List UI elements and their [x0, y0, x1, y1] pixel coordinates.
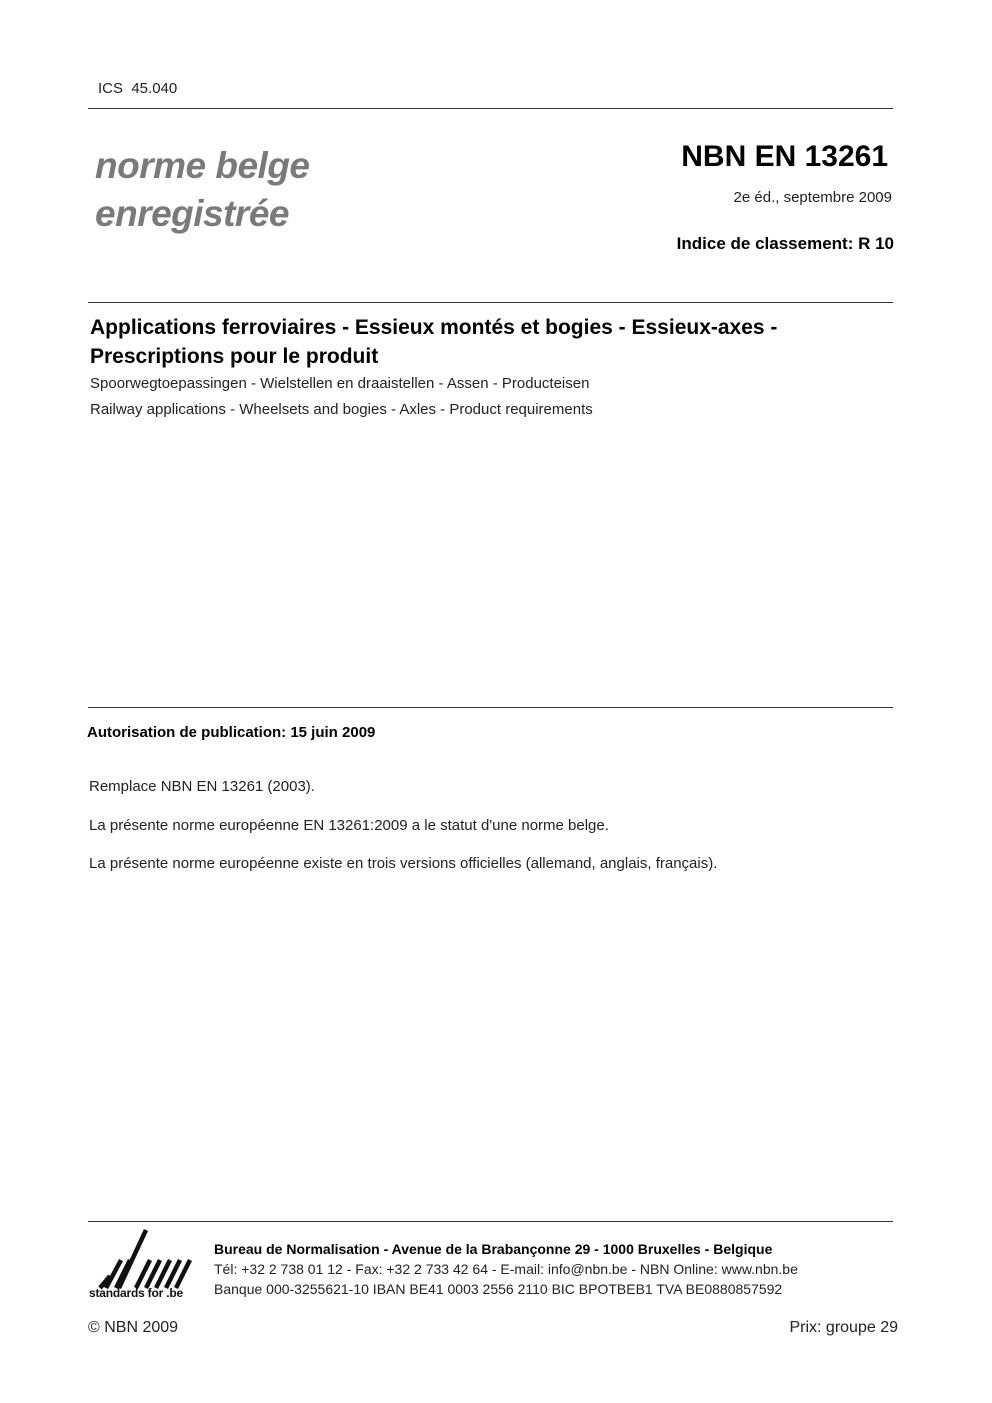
copyright-notice: © NBN 2009 — [88, 1319, 179, 1336]
classification-index: Indice de classement: R 10 — [676, 234, 894, 253]
ics-code: ICS 45.040 — [98, 80, 178, 97]
status-note: La présente norme européenne EN 13261:2009 a le statut d'une norme belge. — [89, 817, 609, 834]
logo-tagline: standards for .be — [89, 1286, 183, 1300]
title-dutch: Spoorwegtoepassingen - Wielstellen en draaistellen - Assen - Producteisen — [90, 375, 590, 392]
replaces-note: Remplace NBN EN 13261 (2003). — [89, 778, 315, 795]
brand-title-line1: norme belge — [95, 145, 310, 186]
footer-contact: Tél: +32 2 738 01 12 - Fax: +32 2 733 42 64 - E-mail: info@nbn.be - NBN Online: www.nbn.be — [214, 1261, 798, 1277]
price-group: Prix: groupe 29 — [789, 1319, 898, 1336]
title-french — [90, 313, 890, 371]
title-french-line2: Prescriptions pour le produit — [90, 345, 379, 368]
brand-title — [95, 142, 310, 238]
footer-address: Bureau de Normalisation - Avenue de la Brabançonne 29 - 1000 Bruxelles - Belgique — [214, 1241, 773, 1257]
header-divider — [88, 108, 893, 109]
edition-date: 2e éd., septembre 2009 — [733, 189, 892, 206]
standard-number: NBN EN 13261 — [681, 140, 888, 173]
title-english: Railway applications - Wheelsets and bogies - Axles - Product requirements — [90, 401, 593, 418]
publication-divider — [88, 707, 893, 708]
brand-title-line2: enregistrée — [95, 193, 289, 234]
title-french-line1: Applications ferroviaires - Essieux montés et bogies - Essieux-axes - — [90, 316, 778, 339]
versions-note: La présente norme européenne existe en trois versions officielles (allemand, anglais, français). — [89, 855, 718, 872]
title-divider — [88, 302, 893, 303]
publication-authorization: Autorisation de publication: 15 juin 2009 — [87, 724, 376, 741]
footer-bank-details: Banque 000-3255621-10 IBAN BE41 0003 2556 2110 BIC BPOTBEB1 TVA BE0880857592 — [214, 1281, 783, 1297]
footer-divider — [88, 1221, 893, 1222]
